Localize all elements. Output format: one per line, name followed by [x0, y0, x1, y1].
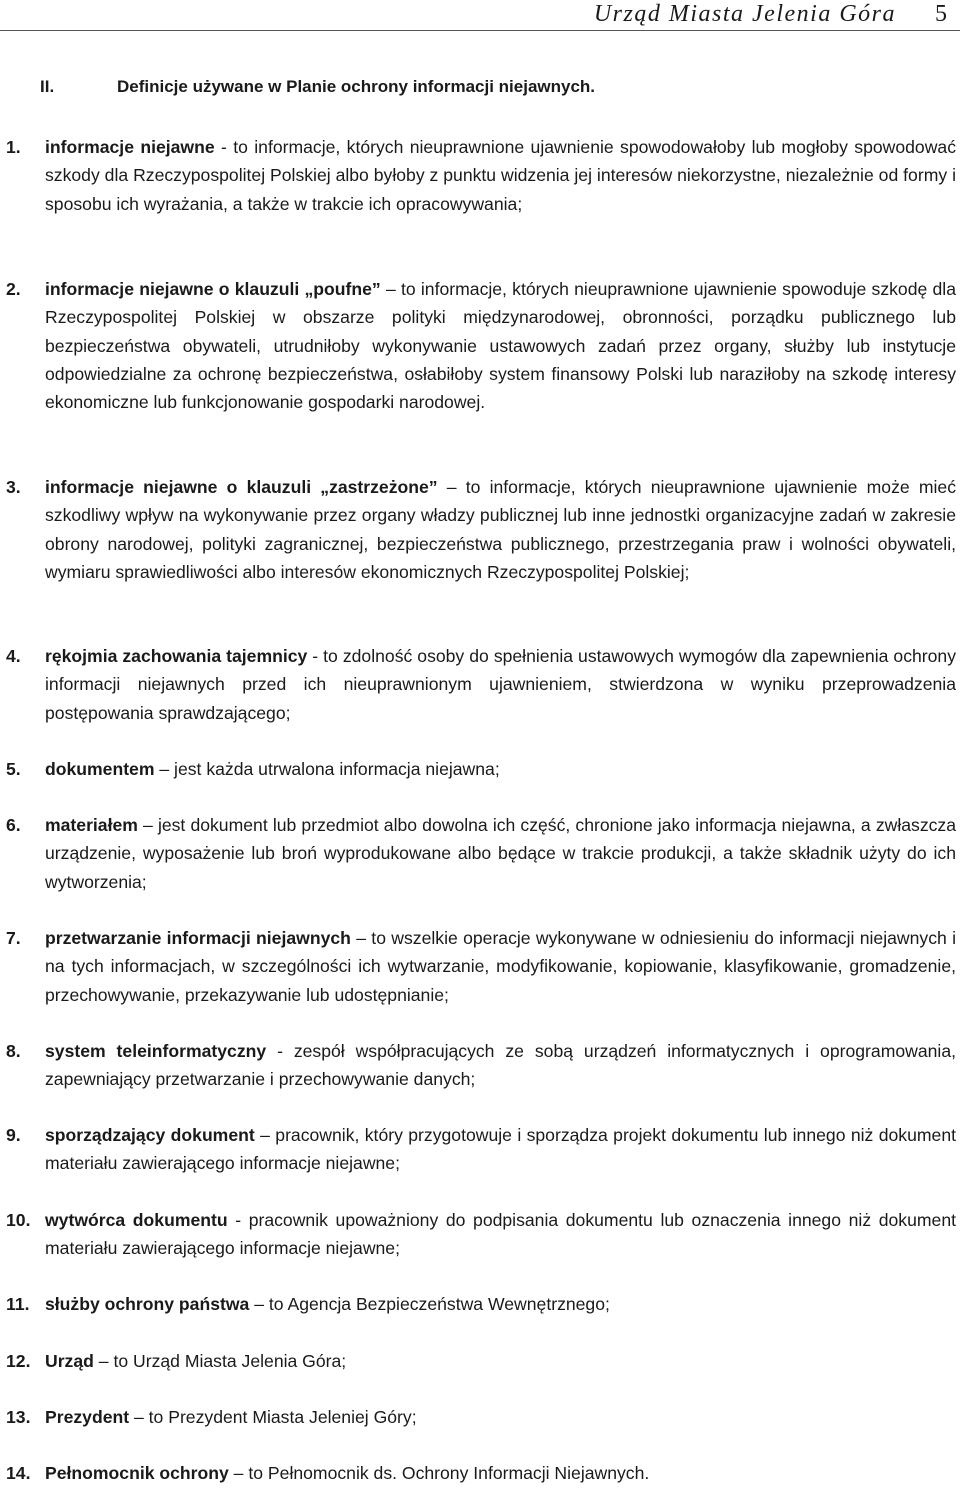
item-text: - to zdolność osoby do spełnienia ustawowych wymogów dla zapewnienia ochrony informacji niejawnych przed ich nieuprawnionym ujawnieniem, stwierdzona w wyniku przeprowadzenia postępowania sprawdzającego; — [45, 646, 957, 723]
item-term: Urząd — [45, 1351, 94, 1371]
section-title: Definicje używane w Planie ochrony informacji niejawnych. — [117, 77, 596, 96]
item-term: Prezydent — [45, 1407, 130, 1427]
definition-item-14 — [0, 1459, 956, 1487]
item-term: informacje niejawne o klauzuli „poufne” — [45, 279, 381, 299]
section-heading — [40, 73, 595, 101]
item-text: – to wszelkie operacje wykonywane w odniesieniu do informacji niejawnych i na tych informacjach, w szczególności ich wytwarzanie, modyfikowanie, kopiowanie, klasyfikowanie, gromadzenie, przechowywanie, przekazywanie lub udostępnianie; — [45, 928, 956, 1005]
definition-item-3 — [0, 473, 956, 586]
item-term: materiałem — [45, 815, 138, 835]
item-term: system teleinformatyczny — [45, 1041, 267, 1061]
item-text: - pracownik upoważniony do podpisania dokumentu lub oznaczenia innego niż dokument materiału zawierającego informacje niejawne; — [45, 1210, 956, 1259]
definition-item-4 — [0, 642, 956, 727]
item-number: 13. — [6, 1407, 31, 1427]
definition-item-5 — [0, 755, 956, 783]
item-number: 1. — [6, 137, 21, 157]
item-text: – to Urząd Miasta Jelenia Góra; — [93, 1351, 347, 1371]
item-number: 3. — [6, 477, 21, 497]
section-number: II. — [40, 77, 55, 96]
definition-item-10 — [0, 1206, 956, 1263]
item-term: przetwarzanie informacji niejawnych — [45, 928, 351, 948]
item-text: – to Pełnomocnik ds. Ochrony Informacji Niejawnych. — [228, 1463, 650, 1483]
item-term: rękojmia zachowania tajemnicy — [45, 646, 308, 666]
definition-item-13 — [0, 1403, 956, 1431]
item-number: 5. — [6, 759, 21, 779]
item-number: 11. — [6, 1294, 30, 1314]
item-text: – jest dokument lub przedmiot albo dowolna ich część, chronione jako informacja niejawna, a zwłaszcza urządzenie, wyposażenie lub broń wyprodukowane albo będące w trakcie produkcji, a także składnik użyty do ich wytworzenia; — [45, 815, 956, 892]
item-number: 9. — [6, 1125, 21, 1145]
item-term: wytwórca dokumentu — [45, 1210, 228, 1230]
item-term: Pełnomocnik ochrony — [45, 1463, 229, 1483]
item-term: dokumentem — [45, 759, 155, 779]
definition-item-6 — [0, 811, 956, 896]
definition-item-1 — [0, 133, 956, 218]
definition-item-12 — [0, 1347, 956, 1375]
item-text: – to informacje, których nieuprawnione ujawnienie może mieć szkodliwy wpływ na wykonywanie przez organy władzy publicznej lub inne jednostki organizacyjne zadań w zakresie obrony narodowej, polityki zagranicznej, bezpieczeństwa publicznego, przestrzegania praw i wolności obywateli, wymiaru sprawiedliwości albo interesów ekonomicznych Rzeczypospolitej Polskiej; — [45, 477, 956, 582]
item-term: służby ochrony państwa — [45, 1294, 250, 1314]
item-term: sporządzający dokument — [45, 1125, 255, 1145]
item-text: – to informacje, których nieuprawnione ujawnienie spowoduje szkodę dla Rzeczypospolitej Polskiej w obszarze polityki międzynarodowej, obronności, porządku publicznego lub bezpieczeństwa obywateli, utrudniłoby wykonywanie ustawowych zadań przez organy, służby lub instytucje odpowiedzialne za ochronę bezpieczeństwa, osłabiłoby system finansowy Polski lub naraziłoby na szkodę interesy ekonomiczne lub funkcjonowanie gospodarki narodowej. — [45, 279, 956, 413]
item-number: 6. — [6, 815, 21, 835]
item-number: 4. — [6, 646, 21, 666]
item-number: 8. — [6, 1041, 21, 1061]
page-header — [0, 0, 960, 31]
definition-item-8 — [0, 1037, 956, 1094]
page-number: 5 — [935, 1, 947, 27]
item-text: – to Prezydent Miasta Jeleniej Góry; — [129, 1407, 417, 1427]
definition-item-2 — [0, 275, 956, 416]
item-text: - zespół współpracujących ze sobą urządzeń informatycznych i oprogramowania, zapewniający przetwarzanie i przechowywanie danych; — [45, 1041, 957, 1090]
definition-item-11 — [0, 1290, 956, 1318]
definition-item-9 — [0, 1121, 956, 1178]
item-number: 10. — [6, 1210, 31, 1230]
item-text: – jest każda utrwalona informacja niejawna; — [154, 759, 500, 779]
item-text: – pracownik, który przygotowuje i sporządza projekt dokumentu lub innego niż dokument materiału zawierającego informacje niejawne; — [45, 1125, 956, 1174]
item-text: – to Agencja Bezpieczeństwa Wewnętrznego; — [249, 1294, 610, 1314]
item-number: 12. — [6, 1351, 31, 1371]
definition-item-7 — [0, 924, 956, 1009]
item-text: - to informacje, których nieuprawnione ujawnienie spowodowałoby lub mogłoby spowodować szkody dla Rzeczypospolitej Polskiej albo byłoby z punktu widzenia jej interesów niekorzystne, niezależnie od formy i sposobu ich wyrażania, a także w trakcie ich opracowywania; — [45, 137, 957, 214]
item-number: 2. — [6, 279, 21, 299]
item-number: 14. — [6, 1463, 31, 1483]
item-term: informacje niejawne o klauzuli „zastrzeżone” — [45, 477, 438, 497]
item-term: informacje niejawne — [45, 137, 215, 157]
item-number: 7. — [6, 928, 21, 948]
header-title: Urząd Miasta Jelenia Góra — [593, 1, 896, 27]
